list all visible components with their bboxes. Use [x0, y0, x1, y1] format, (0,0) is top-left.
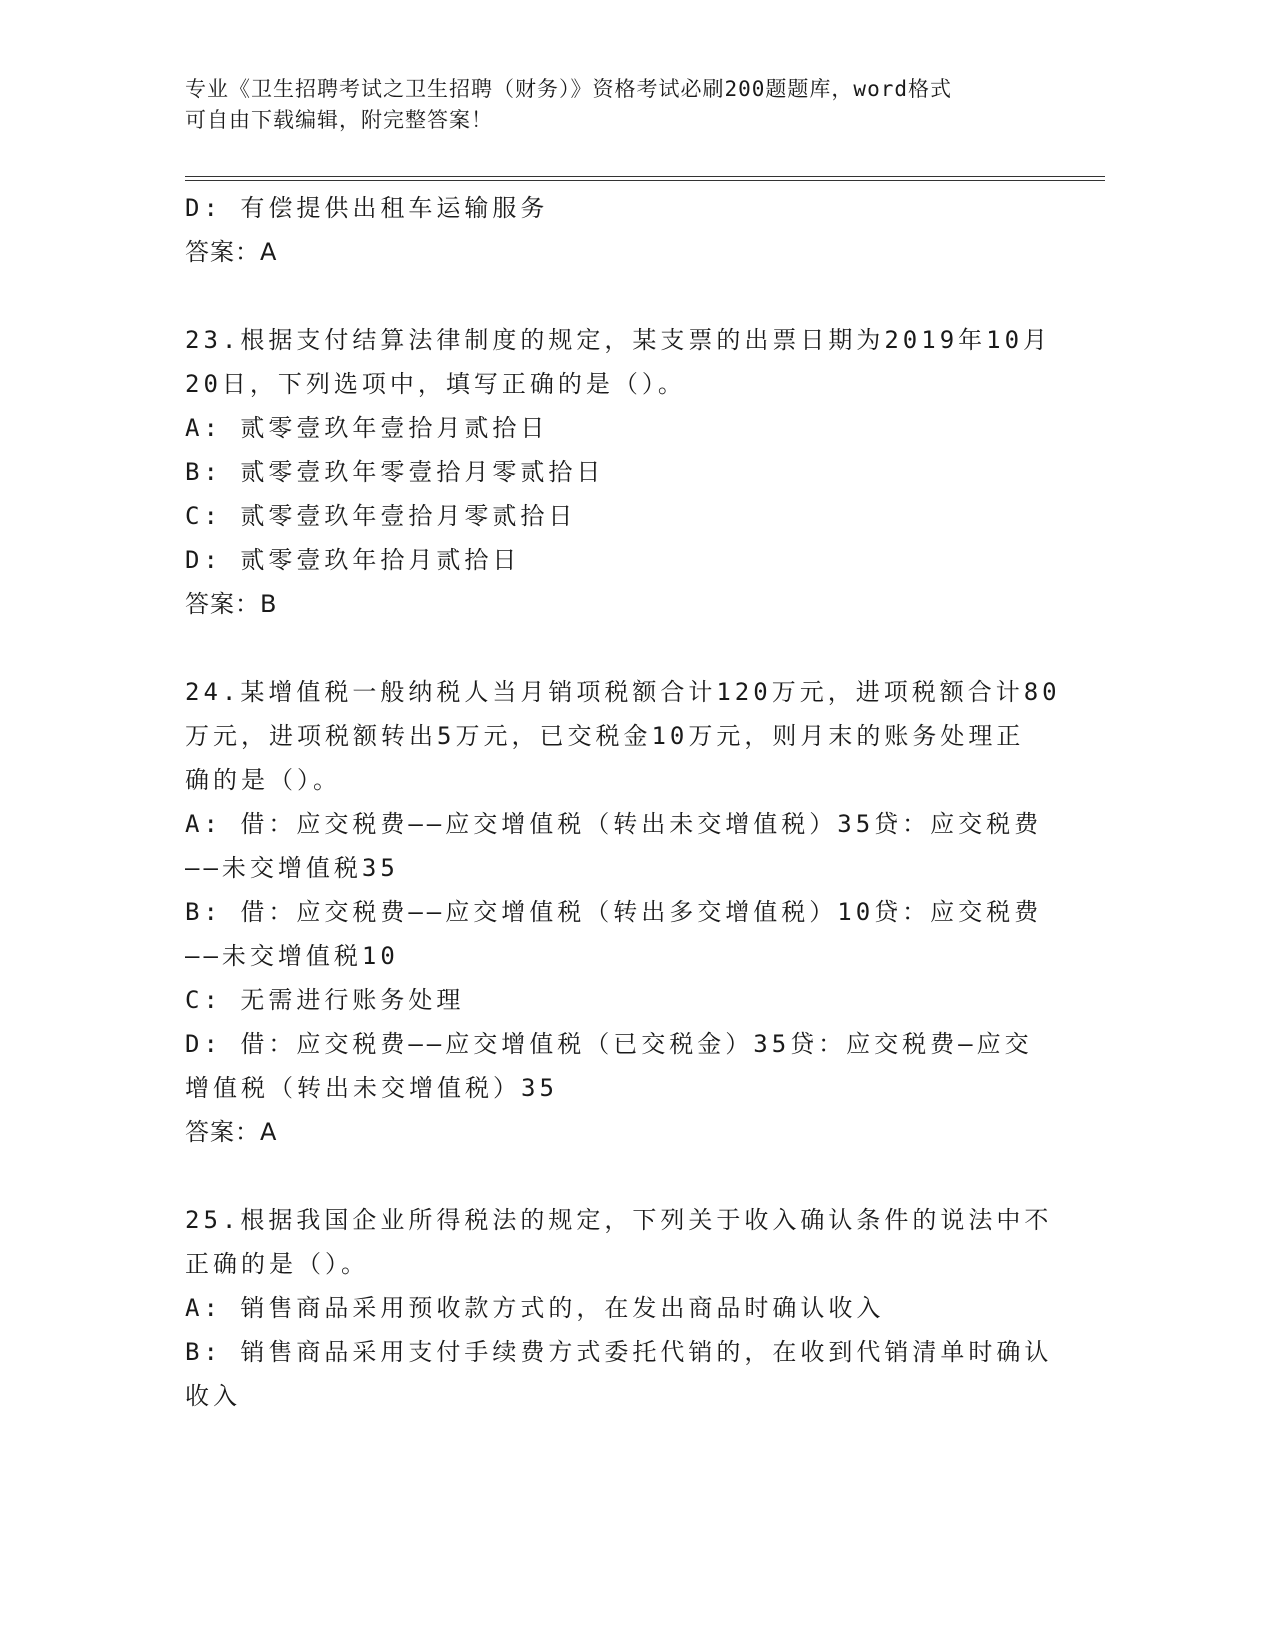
question-22-tail	[185, 186, 1085, 274]
question-stem: 20日，下列选项中，填写正确的是（）。	[185, 370, 686, 398]
question-stem: 正确的是（）。	[185, 1250, 369, 1278]
option-c: C: 无需进行账务处理	[185, 986, 465, 1014]
option-d: D: 借：应交税费——应交增值税（已交税金）35贷：应交税费—应交	[185, 1030, 1033, 1058]
question-stem: 23.根据支付结算法律制度的规定，某支票的出票日期为2019年10月	[185, 326, 1052, 354]
option-d: D: 有偿提供出租车运输服务	[185, 194, 549, 222]
option-a: A: 贰零壹玖年壹拾月贰拾日	[185, 414, 549, 442]
question-25	[185, 1198, 1085, 1418]
document-header	[185, 74, 1105, 136]
question-stem: 万元，进项税额转出5万元，已交税金10万元，则月末的账务处理正	[185, 722, 1025, 750]
option-d-cont: 增值税（转出未交增值税）35	[185, 1074, 558, 1102]
option-b: B: 借：应交税费——应交增值税（转出多交增值税）10贷：应交税费	[185, 898, 1043, 926]
answer: 答案：A	[185, 1118, 278, 1146]
question-23	[185, 318, 1085, 626]
question-stem: 确的是（）。	[185, 766, 341, 794]
option-d: D: 贰零壹玖年拾月贰拾日	[185, 546, 521, 574]
option-b-cont: 收入	[185, 1382, 241, 1410]
option-b: B: 销售商品采用支付手续费方式委托代销的，在收到代销清单时确认	[185, 1338, 1053, 1366]
document-body	[185, 186, 1085, 1418]
header-divider-top	[185, 176, 1105, 177]
header-divider-bottom	[185, 180, 1105, 181]
option-a-cont: ——未交增值税35	[185, 854, 399, 882]
header-line-1: 专业《卫生招聘考试之卫生招聘（财务）》资格考试必刷200题题库，word格式	[185, 77, 952, 101]
answer: 答案：A	[185, 238, 278, 266]
option-c: C: 贰零壹玖年壹拾月零贰拾日	[185, 502, 577, 530]
option-a: A: 借：应交税费——应交增值税（转出未交增值税）35贷：应交税费	[185, 810, 1043, 838]
answer: 答案：B	[185, 590, 278, 618]
option-a: A: 销售商品采用预收款方式的，在发出商品时确认收入	[185, 1294, 885, 1322]
question-24	[185, 670, 1085, 1154]
option-b-cont: ——未交增值税10	[185, 942, 399, 970]
option-b: B: 贰零壹玖年零壹拾月零贰拾日	[185, 458, 605, 486]
header-line-2: 可自由下载编辑，附完整答案！	[185, 108, 493, 132]
question-stem: 24.某增值税一般纳税人当月销项税额合计120万元，进项税额合计80	[185, 678, 1061, 706]
question-stem: 25.根据我国企业所得税法的规定，下列关于收入确认条件的说法中不	[185, 1206, 1053, 1234]
